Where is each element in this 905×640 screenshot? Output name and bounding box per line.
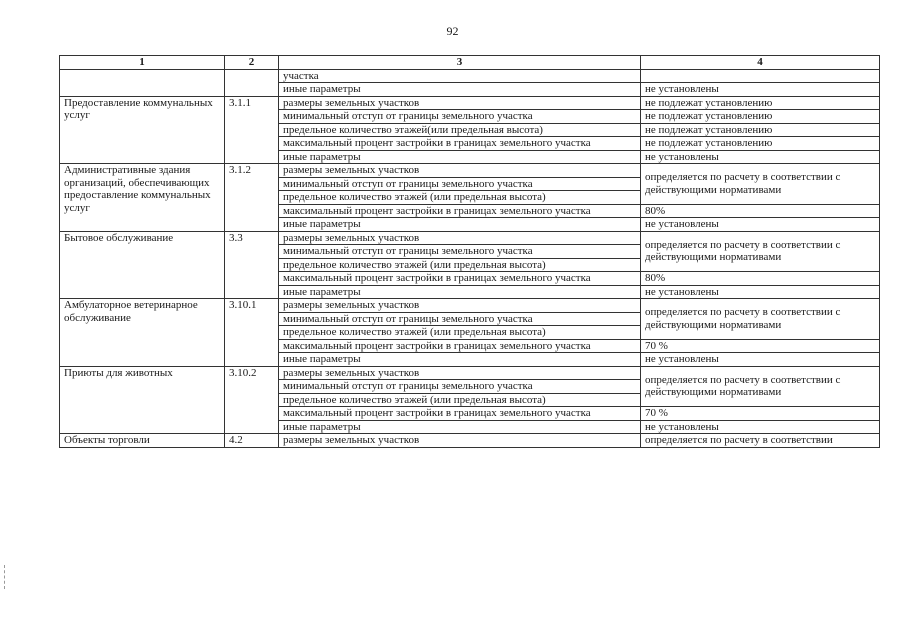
value-cell: не установлены (641, 83, 880, 97)
param-cell: размеры земельных участков (279, 434, 641, 448)
table-row (60, 96, 880, 110)
param-cell: предельное количество этажей(или предельная высота) (279, 123, 641, 137)
param-cell: иные параметры (279, 83, 641, 97)
param-cell: минимальный отступ от границы земельного участка (279, 177, 641, 191)
use-type-name: Предоставление коммунальных услуг (60, 96, 225, 164)
table-row (60, 231, 880, 245)
param-cell: предельное количество этажей (или предельная высота) (279, 326, 641, 340)
value-cell: определяется по расчету в соответствии с действующими нормативами (641, 299, 880, 340)
table-header-row (60, 56, 880, 70)
empty-cell (225, 69, 279, 96)
value-cell: не подлежат установлению (641, 110, 880, 124)
param-cell: предельное количество этажей (или предельная высота) (279, 258, 641, 272)
param-cell: максимальный процент застройки в границах земельного участка (279, 204, 641, 218)
header-col-1: 1 (60, 56, 225, 70)
param-cell: максимальный процент застройки в границах земельного участка (279, 137, 641, 151)
value-cell: не установлены (641, 150, 880, 164)
use-type-name: Административные здания организаций, обеспечивающих предоставление коммунальных услуг (60, 164, 225, 232)
value-cell: определяется по расчету в соответствии с действующими нормативами (641, 164, 880, 205)
value-cell: определяется по расчету в соответствии (641, 434, 880, 448)
param-cell: иные параметры (279, 150, 641, 164)
param-cell: размеры земельных участков (279, 96, 641, 110)
param-cell: максимальный процент застройки в границах земельного участка (279, 272, 641, 286)
regulations-table (59, 55, 880, 448)
param-cell: минимальный отступ от границы земельного участка (279, 110, 641, 124)
value-cell: не подлежат установлению (641, 96, 880, 110)
param-cell: максимальный процент застройки в границах земельного участка (279, 407, 641, 421)
value-cell: определяется по расчету в соответствии с действующими нормативами (641, 366, 880, 407)
param-cell: минимальный отступ от границы земельного участка (279, 380, 641, 394)
use-type-code: 3.10.1 (225, 299, 279, 367)
param-cell: предельное количество этажей (или предельная высота) (279, 393, 641, 407)
table-row (60, 299, 880, 313)
use-type-code: 3.10.2 (225, 366, 279, 434)
header-col-3: 3 (279, 56, 641, 70)
page-number: 92 (446, 24, 459, 38)
param-cell: размеры земельных участков (279, 164, 641, 178)
value-cell (641, 69, 880, 83)
value-cell: не установлены (641, 218, 880, 232)
value-cell: не установлены (641, 285, 880, 299)
use-type-name: Амбулаторное ветеринарное обслуживание (60, 299, 225, 367)
param-cell: минимальный отступ от границы земельного участка (279, 245, 641, 259)
value-cell: 70 % (641, 339, 880, 353)
param-cell: размеры земельных участков (279, 299, 641, 313)
value-cell: 70 % (641, 407, 880, 421)
use-type-name: Объекты торговли (60, 434, 225, 448)
table-row (60, 69, 880, 83)
header-col-2: 2 (225, 56, 279, 70)
table-row (60, 164, 880, 178)
value-cell: определяется по расчету в соответствии с действующими нормативами (641, 231, 880, 272)
param-cell: размеры земельных участков (279, 231, 641, 245)
param-cell: размеры земельных участков (279, 366, 641, 380)
margin-mark (4, 565, 6, 589)
param-cell: максимальный процент застройки в границах земельного участка (279, 339, 641, 353)
param-cell: иные параметры (279, 218, 641, 232)
param-cell: минимальный отступ от границы земельного участка (279, 312, 641, 326)
use-type-name: Приюты для животных (60, 366, 225, 434)
param-cell: иные параметры (279, 420, 641, 434)
value-cell: 80% (641, 272, 880, 286)
value-cell: не установлены (641, 420, 880, 434)
value-cell: не установлены (641, 353, 880, 367)
param-cell: иные параметры (279, 353, 641, 367)
use-type-code: 4.2 (225, 434, 279, 448)
param-cell: иные параметры (279, 285, 641, 299)
value-cell: не подлежат установлению (641, 137, 880, 151)
empty-cell (60, 69, 225, 96)
value-cell: не подлежат установлению (641, 123, 880, 137)
table-row (60, 366, 880, 380)
param-cell: предельное количество этажей (или предельная высота) (279, 191, 641, 205)
value-cell: 80% (641, 204, 880, 218)
use-type-code: 3.1.1 (225, 96, 279, 164)
table-row (60, 434, 880, 448)
use-type-code: 3.3 (225, 231, 279, 299)
header-col-4: 4 (641, 56, 880, 70)
use-type-code: 3.1.2 (225, 164, 279, 232)
param-cell: участка (279, 69, 641, 83)
use-type-name: Бытовое обслуживание (60, 231, 225, 299)
